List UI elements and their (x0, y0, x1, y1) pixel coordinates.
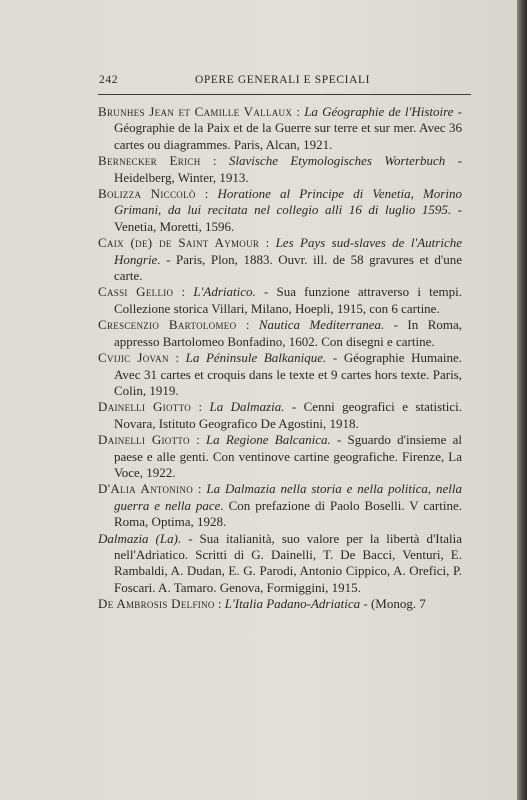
entry-author: Caix (de) de Saint Aymour (98, 235, 260, 251)
entry-details: - Sua italianità, suo valore per la libertà d'Italia nell'Adriatico. Scritti di G. Dainelli, T. De Bacci, Venturi, E. Rambaldi, A. Dudan, E. G. Parodi, Antonio Cippico, A. Orefici, P. Foscari. A. Tamaro. Genova, Formiggini, 1915. (114, 530, 462, 595)
entry-title: L'Italia Padano-Adriatica (224, 596, 361, 612)
entry-details: - Géographie de la Paix et de la Guerre sur terre et sur mer. Avec 36 cartes ou diagrammes. Paris, Alcan, 1921. (114, 104, 462, 152)
entry-title: La Regione Balcanica. (205, 432, 331, 448)
entry-author: Brunhes Jean et Camille Vallaux (98, 104, 293, 119)
entry-author: De Ambrosis Delfino (98, 596, 215, 612)
entry-separator: : (189, 432, 206, 448)
entry-separator: : (173, 284, 194, 300)
entry-title: Dalmazia (La). (98, 530, 182, 546)
entry-details: - Paris, Plon, 1883. Ouvr. ill. de 58 gravures et d'une carte. (114, 251, 462, 284)
entry-title: Horatione al Principe di Venetia, Morino Grimani, da lui recitata nel collegio alli 16 di luglio 1595. (114, 186, 462, 218)
entry-author: Bolizza Niccolò (98, 186, 196, 202)
entry-author: Cvijic Jovan (98, 350, 169, 366)
book-gutter-shadow (517, 0, 527, 800)
bibliography-entry (98, 531, 462, 597)
bibliography-entry (98, 399, 462, 432)
bibliography-entry (98, 153, 462, 186)
bibliography-entry (98, 596, 462, 612)
entry-title: La Dalmazia nella storia e nella politica, nella guerra e nella pace. (114, 481, 462, 513)
page-number: 242 (99, 74, 119, 86)
entry-author: Cassi Gellio (98, 284, 174, 300)
entry-title: Slavische Etymologisches Worterbuch (228, 153, 446, 169)
entry-details: - Venetia, Moretti, 1596. (114, 202, 462, 234)
entry-separator: : (191, 399, 210, 415)
entry-details: - Sua funzione attraverso i tempi. Collezione storica Villari, Milano, Hoepli, 1915, con 6 cartine. (114, 284, 462, 316)
entry-title: La Dalmazia. (209, 399, 285, 415)
entry-title: L'Adriatico. (193, 284, 256, 300)
entry-separator: : (168, 350, 186, 366)
entry-title: Nautica Mediterranea. (258, 317, 385, 333)
running-title: OPERE GENERALI E SPECIALI (195, 74, 371, 86)
entry-author: D'Alia Antonino (98, 481, 194, 497)
bibliography-entry (98, 317, 462, 350)
entry-details: - Cenni geografici e statistici. Novara, Istituto Geografico De Agostini, 1918. (114, 399, 462, 431)
entry-title: La Péninsule Balkanique. (185, 350, 327, 366)
entry-separator: : (292, 104, 305, 119)
entry-title: La Géographie de l'Histoire (304, 104, 454, 119)
bibliography-entry (98, 104, 462, 153)
entry-details: - In Roma, appresso Bartolomeo Bonfadino, 1602. Con disegni e cartine. (114, 317, 462, 349)
entry-title: Les Pays sud-slaves de l'Autriche Hongrie. (114, 235, 462, 267)
entry-details: - Géographie Humaine. Avec 31 cartes et croquis dans le texte et 9 cartes hors texte. Paris, Colin, 1919. (114, 350, 462, 398)
entry-details: Con prefazione di Paolo Boselli. V cartine. Roma, Optima, 1928. (114, 497, 462, 530)
bibliography-entry (98, 481, 462, 530)
bibliography-entry (98, 284, 462, 317)
entry-author: Dainelli Giotto (98, 432, 190, 448)
bibliography-entry (98, 186, 462, 235)
entry-separator: : (236, 317, 259, 333)
entry-author: Crescenzio Bartolomeo (98, 317, 237, 333)
entry-details: - (Monog. 7 (360, 596, 426, 612)
entry-separator: : (259, 235, 276, 251)
entry-separator: : (200, 153, 229, 169)
entry-author: Bernecker Erich (98, 153, 201, 169)
bibliography-entry (98, 432, 462, 481)
entry-separator: : (195, 186, 218, 202)
entry-details: - Heidelberg, Winter, 1913. (114, 153, 462, 185)
running-header (99, 74, 479, 90)
entry-details: - Sguardo d'insieme al paese e alle genti. Con ventinove cartine geografiche. Firenze, La Voce, 1922. (114, 432, 463, 480)
bibliography-list (98, 104, 462, 613)
entry-separator: : (214, 596, 225, 612)
bibliography-entry (98, 350, 462, 399)
header-rule (98, 94, 471, 95)
bibliography-entry (98, 235, 462, 284)
entry-author: Dainelli Giotto (98, 399, 192, 415)
entry-separator: : (193, 481, 207, 497)
